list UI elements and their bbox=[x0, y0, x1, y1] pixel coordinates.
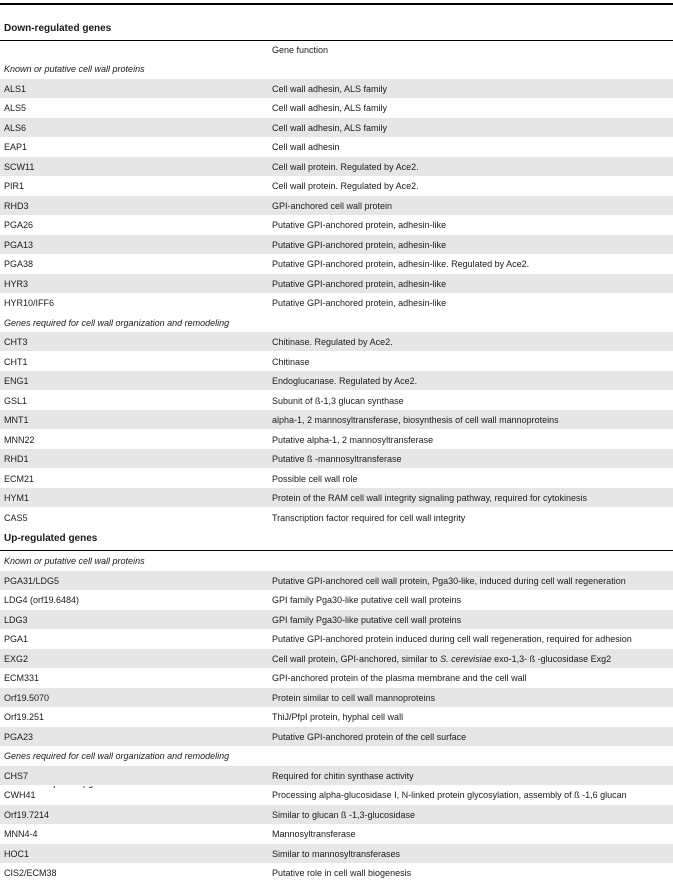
table-row bbox=[0, 79, 673, 99]
up-regulated-section-header bbox=[0, 529, 673, 551]
gene-function: Cell wall adhesin bbox=[272, 142, 340, 152]
gene-function: Putative GPI-anchored protein of the cell surface bbox=[272, 731, 467, 742]
table-row bbox=[0, 352, 673, 372]
gene-function: Mannosyltransferase bbox=[272, 829, 356, 839]
gene-function bbox=[272, 649, 611, 669]
top-rule bbox=[0, 3, 673, 5]
table-row bbox=[0, 766, 673, 786]
gene-name: MNT1 bbox=[4, 415, 29, 425]
gene-name: RHD1 bbox=[4, 454, 29, 464]
group-title: Known or putative cell wall proteins bbox=[4, 556, 145, 566]
gene-function: GPI-anchored cell wall protein bbox=[272, 200, 393, 211]
gene-name: CHT3 bbox=[4, 337, 28, 347]
gene-function-text: exo-1,3- ß -glucosidase Exg2 bbox=[491, 653, 612, 664]
gene-function: Putative GPI-anchored protein, adhesin-like bbox=[272, 298, 447, 308]
gene-function: Putative role in cell wall biogenesis bbox=[272, 868, 412, 878]
table-row bbox=[0, 254, 673, 274]
table-row bbox=[0, 844, 673, 864]
gene-name: Orf19.251 bbox=[4, 712, 45, 722]
table-row bbox=[0, 371, 673, 391]
species-name: S. cerevisiae bbox=[440, 653, 492, 664]
table-row bbox=[0, 98, 673, 118]
gene-name: PGA38 bbox=[4, 259, 34, 269]
table-row bbox=[0, 157, 673, 177]
gene-function: Putative GPI-anchored protein, adhesin-like bbox=[272, 220, 447, 230]
gene-function: GPI family Pga30-like putative cell wall proteins bbox=[272, 595, 462, 605]
gene-function-text: Cell wall protein, GPI-anchored, similar to bbox=[272, 653, 441, 664]
gene-function: Similar to glucan ß -1,3-glucosidase bbox=[272, 809, 416, 820]
gene-function: Transcription factor required for cell wall integrity bbox=[272, 512, 466, 523]
gene-name: PGA1 bbox=[4, 634, 29, 644]
table-row bbox=[0, 668, 673, 688]
table-row bbox=[0, 118, 673, 138]
gene-function: ThiJ/PfpI protein, hyphal cell wall bbox=[272, 712, 404, 722]
gene-function: Putative GPI-anchored protein, adhesin-like bbox=[272, 239, 447, 250]
gene-function: Putative GPI-anchored protein, adhesin-like. Regulated by Ace2. bbox=[272, 259, 530, 269]
gene-function: Cell wall protein. Regulated by Ace2. bbox=[272, 161, 419, 172]
table-row bbox=[0, 649, 673, 669]
gene-function: Similar to mannosyltransferases bbox=[272, 848, 401, 859]
gene-name: ALS6 bbox=[4, 122, 27, 133]
gene-name: SCW11 bbox=[4, 161, 35, 172]
table-row bbox=[0, 391, 673, 411]
table-row bbox=[0, 727, 673, 747]
gene-name: MNN22 bbox=[4, 434, 35, 445]
group-title: Known or putative cell wall proteins bbox=[4, 64, 145, 74]
column-header-row bbox=[0, 40, 673, 60]
table-row bbox=[0, 571, 673, 591]
table-row bbox=[0, 449, 673, 469]
gene-function: Endoglucanase. Regulated by Ace2. bbox=[272, 376, 418, 386]
gene-function: GPI-anchored protein of the plasma membrane and the cell wall bbox=[272, 673, 527, 683]
gene-name: PGA26 bbox=[4, 220, 34, 230]
column-header-gene-function: Gene function bbox=[272, 45, 329, 55]
gene-function: Putative ß -mannosyltransferase bbox=[272, 454, 402, 464]
table-row bbox=[0, 469, 673, 489]
table-row bbox=[0, 293, 673, 313]
gene-name: Orf19.7214 bbox=[4, 809, 50, 820]
group-title: Genes required for cell wall organization and remodeling bbox=[4, 317, 230, 328]
section-title: Up-regulated genes bbox=[4, 533, 98, 544]
gene-name: HYM1 bbox=[4, 493, 30, 503]
gene-name: ECM331 bbox=[4, 673, 40, 683]
gene-name: EAP1 bbox=[4, 142, 28, 152]
table-row bbox=[0, 332, 673, 352]
table-row bbox=[0, 688, 673, 708]
table-row bbox=[0, 410, 673, 430]
gene-name: GSL1 bbox=[4, 395, 28, 406]
table-row bbox=[0, 629, 673, 649]
gene-function: Cell wall adhesin, ALS family bbox=[272, 83, 388, 94]
gene-function: Putative GPI-anchored cell wall protein, Pga30-like, induced during cell wall regeneration bbox=[272, 575, 626, 586]
gene-function: Putative GPI-anchored protein, adhesin-like bbox=[272, 278, 447, 289]
group-header-row bbox=[0, 551, 673, 571]
gene-name: ECM21 bbox=[4, 473, 35, 484]
gene-function: Subunit of ß-1,3 glucan synthase bbox=[272, 395, 404, 406]
table-row bbox=[0, 488, 673, 508]
gene-name: CWH41 bbox=[4, 790, 36, 800]
table-row bbox=[0, 137, 673, 157]
group-header-row bbox=[0, 59, 673, 79]
table-row bbox=[0, 274, 673, 294]
table-row bbox=[0, 215, 673, 235]
table-row bbox=[0, 430, 673, 450]
table-row bbox=[0, 824, 673, 844]
gene-function: Processing alpha-glucosidase I, N-linked protein glycosylation, assembly of ß -1,6 glucan bbox=[272, 790, 627, 800]
gene-name: RHD3 bbox=[4, 200, 29, 211]
gene-name: HYR3 bbox=[4, 278, 29, 289]
down-regulated-section-header bbox=[0, 19, 673, 41]
table-row bbox=[0, 707, 673, 727]
gene-function: Protein similar to cell wall mannoproteins bbox=[272, 692, 436, 703]
gene-name: Orf19.5070 bbox=[4, 692, 50, 703]
gene-function: GPI family Pga30-like putative cell wall proteins bbox=[272, 614, 462, 625]
table-row bbox=[0, 785, 673, 805]
gene-name: CHS7 bbox=[4, 770, 29, 781]
gene-function: Required for chitin synthase activity bbox=[272, 770, 414, 781]
gene-name: PGA23 bbox=[4, 731, 34, 742]
table-row bbox=[0, 863, 673, 883]
gene-name: PGA13 bbox=[4, 239, 34, 250]
group-header-row bbox=[0, 313, 673, 333]
table-row bbox=[0, 235, 673, 255]
table-row bbox=[0, 610, 673, 630]
gene-name: MNN4-4 bbox=[4, 829, 38, 839]
gene-function: Cell wall protein. Regulated by Ace2. bbox=[272, 181, 419, 191]
gene-function: Protein of the RAM cell wall integrity signaling pathway, required for cytokinesis bbox=[272, 493, 587, 503]
group-title: Genes required for cell wall organization and remodeling bbox=[4, 751, 230, 761]
gene-name: ALS5 bbox=[4, 103, 27, 113]
gene-name: LDG3 bbox=[4, 614, 28, 625]
gene-function: Chitinase. Regulated by Ace2. bbox=[272, 337, 393, 347]
gene-name: PIR1 bbox=[4, 181, 25, 191]
section-title: Down-regulated genes bbox=[4, 23, 112, 34]
gene-function: alpha-1, 2 mannosyltransferase, biosynthesis of cell wall mannoproteins bbox=[272, 415, 559, 425]
gene-function: Cell wall adhesin, ALS family bbox=[272, 122, 388, 133]
gene-name: ALS1 bbox=[4, 83, 27, 94]
gene-name: ENG1 bbox=[4, 376, 29, 386]
gene-name: CHT1 bbox=[4, 356, 28, 367]
gene-name: HYR10/IFF6 bbox=[4, 298, 55, 308]
gene-function: Putative alpha-1, 2 mannosyltransferase bbox=[272, 434, 434, 445]
table-row bbox=[0, 176, 673, 196]
group-header-row bbox=[0, 746, 673, 766]
table-row bbox=[0, 508, 673, 528]
gene-function: Possible cell wall role bbox=[272, 473, 358, 484]
gene-function: Chitinase bbox=[272, 356, 310, 367]
table-row bbox=[0, 590, 673, 610]
gene-function: Putative GPI-anchored protein induced during cell wall regeneration, required for adhesion bbox=[272, 634, 632, 644]
gene-name: PGA31/LDG5 bbox=[4, 575, 60, 586]
gene-name: HOC1 bbox=[4, 848, 30, 859]
gene-name: CAS5 bbox=[4, 512, 28, 523]
gene-name: LDG4 (orf19.6484) bbox=[4, 595, 80, 605]
gene-name: EXG2 bbox=[4, 653, 29, 664]
table-row bbox=[0, 805, 673, 825]
gene-function: Cell wall adhesin, ALS family bbox=[272, 103, 388, 113]
gene-name: CIS2/ECM38 bbox=[4, 868, 57, 878]
table-row bbox=[0, 196, 673, 216]
